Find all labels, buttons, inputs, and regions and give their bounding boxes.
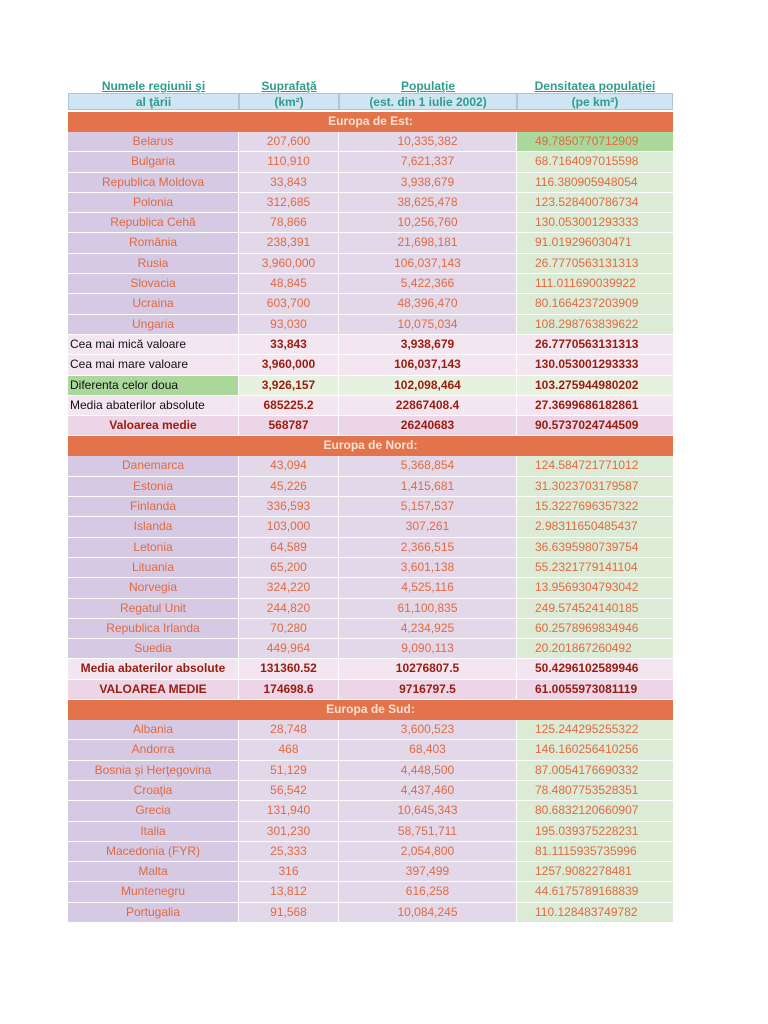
area-cell: 13,812: [239, 882, 339, 901]
population-cell: 10,256,760: [339, 213, 517, 232]
table-row: [68, 882, 673, 902]
country-cell: Republica Moldova: [68, 173, 239, 192]
table-body: [68, 112, 673, 923]
density-cell: 111.011690039922: [517, 274, 673, 293]
population-cell: 5,157,537: [339, 497, 517, 516]
stat-area: 685225.2: [239, 396, 339, 415]
density-cell: 13.9569304793042: [517, 578, 673, 597]
stat-population: 22867408.4: [339, 396, 517, 415]
population-cell: 5,368,854: [339, 456, 517, 475]
table-row: [68, 619, 673, 639]
area-cell: 244,820: [239, 599, 339, 618]
density-cell: 123.528400786734: [517, 193, 673, 212]
region-header: Europa de Nord:: [68, 436, 673, 456]
stat-population: 3,938,679: [339, 335, 517, 354]
table-row: [68, 558, 673, 578]
density-cell: 130.053001293333: [517, 213, 673, 232]
header-area: Suprafaţă (km²): [239, 80, 339, 112]
country-cell: Republica Cehă: [68, 213, 239, 232]
table-row: [68, 254, 673, 274]
country-cell: Belarus: [68, 132, 239, 151]
country-cell: Republica Irlanda: [68, 619, 239, 638]
area-cell: 603,700: [239, 294, 339, 313]
stat-row: [68, 376, 673, 396]
area-cell: 324,220: [239, 578, 339, 597]
population-cell: 10,645,343: [339, 801, 517, 820]
table-row: [68, 233, 673, 253]
density-cell: 87.0054176690332: [517, 761, 673, 780]
density-cell: 116.380905948054: [517, 173, 673, 192]
density-cell: 1257.9082278481: [517, 862, 673, 881]
stat-density: 61.0055973081119: [517, 680, 673, 699]
density-cell: 80.1664237203909: [517, 294, 673, 313]
density-cell: 78.4807753528351: [517, 781, 673, 800]
stat-density: 26.7770563131313: [517, 335, 673, 354]
density-cell: 110.128483749782: [517, 903, 673, 922]
country-cell: Letonia: [68, 538, 239, 557]
area-cell: 25,333: [239, 842, 339, 861]
population-table: [68, 80, 673, 923]
area-cell: 45,226: [239, 477, 339, 496]
stat-density: 90.5737024744509: [517, 416, 673, 435]
table-row: [68, 152, 673, 172]
stat-density: 50.4296102589946: [517, 659, 673, 678]
area-cell: 312,685: [239, 193, 339, 212]
population-cell: 4,234,925: [339, 619, 517, 638]
country-cell: Bulgaria: [68, 152, 239, 171]
country-cell: Albania: [68, 720, 239, 739]
density-cell: 31.3023703179587: [517, 477, 673, 496]
population-cell: 7,621,337: [339, 152, 517, 171]
area-cell: 3,960,000: [239, 254, 339, 273]
area-cell: 103,000: [239, 517, 339, 536]
area-cell: 65,200: [239, 558, 339, 577]
area-cell: 110,910: [239, 152, 339, 171]
population-cell: 4,525,116: [339, 578, 517, 597]
density-cell: 125.244295255322: [517, 720, 673, 739]
country-cell: Grecia: [68, 801, 239, 820]
area-cell: 28,748: [239, 720, 339, 739]
stat-label: Diferenta celor doua: [68, 376, 239, 395]
table-row: [68, 903, 673, 923]
density-cell: 15.3227696357322: [517, 497, 673, 516]
area-cell: 43,094: [239, 456, 339, 475]
table-row: [68, 517, 673, 537]
population-cell: 4,448,500: [339, 761, 517, 780]
area-cell: 131,940: [239, 801, 339, 820]
country-cell: România: [68, 233, 239, 252]
country-cell: Malta: [68, 862, 239, 881]
country-cell: Ungaria: [68, 315, 239, 334]
stat-row: [68, 416, 673, 436]
stat-area: 33,843: [239, 335, 339, 354]
stat-label: Valoarea medie: [68, 416, 239, 435]
table-row: [68, 477, 673, 497]
area-cell: 51,129: [239, 761, 339, 780]
table-row: [68, 538, 673, 558]
population-cell: 2,366,515: [339, 538, 517, 557]
density-cell: 2.98311650485437: [517, 517, 673, 536]
country-cell: Croaţia: [68, 781, 239, 800]
area-cell: 91,568: [239, 903, 339, 922]
population-cell: 1,415,681: [339, 477, 517, 496]
density-cell: 55.2321779141104: [517, 558, 673, 577]
country-cell: Portugalia: [68, 903, 239, 922]
density-cell: 91.019296030471: [517, 233, 673, 252]
density-cell: 36.6395980739754: [517, 538, 673, 557]
area-cell: 78,866: [239, 213, 339, 232]
country-cell: Muntenegru: [68, 882, 239, 901]
country-cell: Ucraina: [68, 294, 239, 313]
population-cell: 21,698,181: [339, 233, 517, 252]
area-cell: 56,542: [239, 781, 339, 800]
country-cell: Islanda: [68, 517, 239, 536]
population-cell: 61,100,835: [339, 599, 517, 618]
density-cell: 81.1115935735996: [517, 842, 673, 861]
stat-area: 3,926,157: [239, 376, 339, 395]
table-row: [68, 274, 673, 294]
stat-density: 103.275944980202: [517, 376, 673, 395]
table-row: [68, 862, 673, 882]
table-row: [68, 639, 673, 659]
table-header: [68, 80, 673, 112]
region-header: Europa de Sud:: [68, 700, 673, 720]
table-row: [68, 578, 673, 598]
population-cell: 3,938,679: [339, 173, 517, 192]
region-header: Europa de Est:: [68, 112, 673, 132]
area-cell: 238,391: [239, 233, 339, 252]
country-cell: Polonia: [68, 193, 239, 212]
population-cell: 2,054,800: [339, 842, 517, 861]
stat-population: 106,037,143: [339, 355, 517, 374]
table-row: [68, 456, 673, 476]
stat-label: Cea mai mare valoare: [68, 355, 239, 374]
population-cell: 307,261: [339, 517, 517, 536]
stat-area: 174698.6: [239, 680, 339, 699]
stat-row: [68, 355, 673, 375]
country-cell: Andorra: [68, 740, 239, 759]
stat-area: 568787: [239, 416, 339, 435]
population-cell: 3,601,138: [339, 558, 517, 577]
stat-row: [68, 335, 673, 355]
area-cell: 93,030: [239, 315, 339, 334]
table-row: [68, 801, 673, 821]
table-row: [68, 173, 673, 193]
population-cell: 9,090,113: [339, 639, 517, 658]
table-row: [68, 740, 673, 760]
country-cell: Finlanda: [68, 497, 239, 516]
table-row: [68, 497, 673, 517]
country-cell: Norvegia: [68, 578, 239, 597]
stat-area: 3,960,000: [239, 355, 339, 374]
stat-label: Cea mai mică valoare: [68, 335, 239, 354]
area-cell: 48,845: [239, 274, 339, 293]
stat-density: 130.053001293333: [517, 355, 673, 374]
density-cell: 195.039375228231: [517, 822, 673, 841]
density-cell: 44.6175789168839: [517, 882, 673, 901]
country-cell: Lituania: [68, 558, 239, 577]
density-cell: 249.574524140185: [517, 599, 673, 618]
area-cell: 301,230: [239, 822, 339, 841]
country-cell: Regatul Unit: [68, 599, 239, 618]
stat-population: 102,098,464: [339, 376, 517, 395]
country-cell: Bosnia şi Herţegovina: [68, 761, 239, 780]
header-population: Populaţie (est. din 1 iulie 2002): [339, 80, 517, 112]
country-cell: Estonia: [68, 477, 239, 496]
stat-row: [68, 396, 673, 416]
population-cell: 10,084,245: [339, 903, 517, 922]
area-cell: 207,600: [239, 132, 339, 151]
table-row: [68, 132, 673, 152]
area-cell: 449,964: [239, 639, 339, 658]
density-cell: 20.201867260492: [517, 639, 673, 658]
header-density: Densitatea populaţiei (pe km²): [517, 80, 673, 112]
table-row: [68, 720, 673, 740]
stat-label: Media abaterilor absolute: [68, 396, 239, 415]
area-cell: 468: [239, 740, 339, 759]
table-row: [68, 193, 673, 213]
population-cell: 616,258: [339, 882, 517, 901]
stat-density: 27.3699686182861: [517, 396, 673, 415]
population-cell: 48,396,470: [339, 294, 517, 313]
stat-population: 9716797.5: [339, 680, 517, 699]
table-row: [68, 315, 673, 335]
area-cell: 70,280: [239, 619, 339, 638]
area-cell: 64,589: [239, 538, 339, 557]
table-row: [68, 599, 673, 619]
population-cell: 5,422,366: [339, 274, 517, 293]
country-cell: Italia: [68, 822, 239, 841]
country-cell: Suedia: [68, 639, 239, 658]
density-cell: 124.584721771012: [517, 456, 673, 475]
population-cell: 68,403: [339, 740, 517, 759]
area-cell: 336,593: [239, 497, 339, 516]
population-cell: 38,625,478: [339, 193, 517, 212]
population-cell: 4,437,460: [339, 781, 517, 800]
density-cell: 60.2578969834946: [517, 619, 673, 638]
stat-population: 10276807.5: [339, 659, 517, 678]
stat-row: [68, 680, 673, 700]
table-row: [68, 822, 673, 842]
table-row: [68, 781, 673, 801]
stat-population: 26240683: [339, 416, 517, 435]
population-cell: 10,335,382: [339, 132, 517, 151]
country-cell: Slovacia: [68, 274, 239, 293]
country-cell: Macedonia (FYR): [68, 842, 239, 861]
stat-label: VALOAREA MEDIE: [68, 680, 239, 699]
population-cell: 106,037,143: [339, 254, 517, 273]
stat-row: [68, 659, 673, 679]
density-cell: 80.6832120660907: [517, 801, 673, 820]
density-cell: 108.298763839622: [517, 315, 673, 334]
area-cell: 316: [239, 862, 339, 881]
population-cell: 3,600,523: [339, 720, 517, 739]
table-row: [68, 294, 673, 314]
table-row: [68, 213, 673, 233]
density-cell: 26.7770563131313: [517, 254, 673, 273]
header-region: Numele regiunii şi al ţării: [68, 80, 239, 112]
density-cell: 68.7164097015598: [517, 152, 673, 171]
area-cell: 33,843: [239, 173, 339, 192]
density-cell: 49.7850770712909: [517, 132, 673, 151]
population-cell: 397,499: [339, 862, 517, 881]
population-cell: 58,751,711: [339, 822, 517, 841]
country-cell: Rusia: [68, 254, 239, 273]
table-row: [68, 761, 673, 781]
density-cell: 146.160256410256: [517, 740, 673, 759]
stat-label: Media abaterilor absolute: [68, 659, 239, 678]
stat-area: 131360.52: [239, 659, 339, 678]
population-cell: 10,075,034: [339, 315, 517, 334]
table-row: [68, 842, 673, 862]
country-cell: Danemarca: [68, 456, 239, 475]
